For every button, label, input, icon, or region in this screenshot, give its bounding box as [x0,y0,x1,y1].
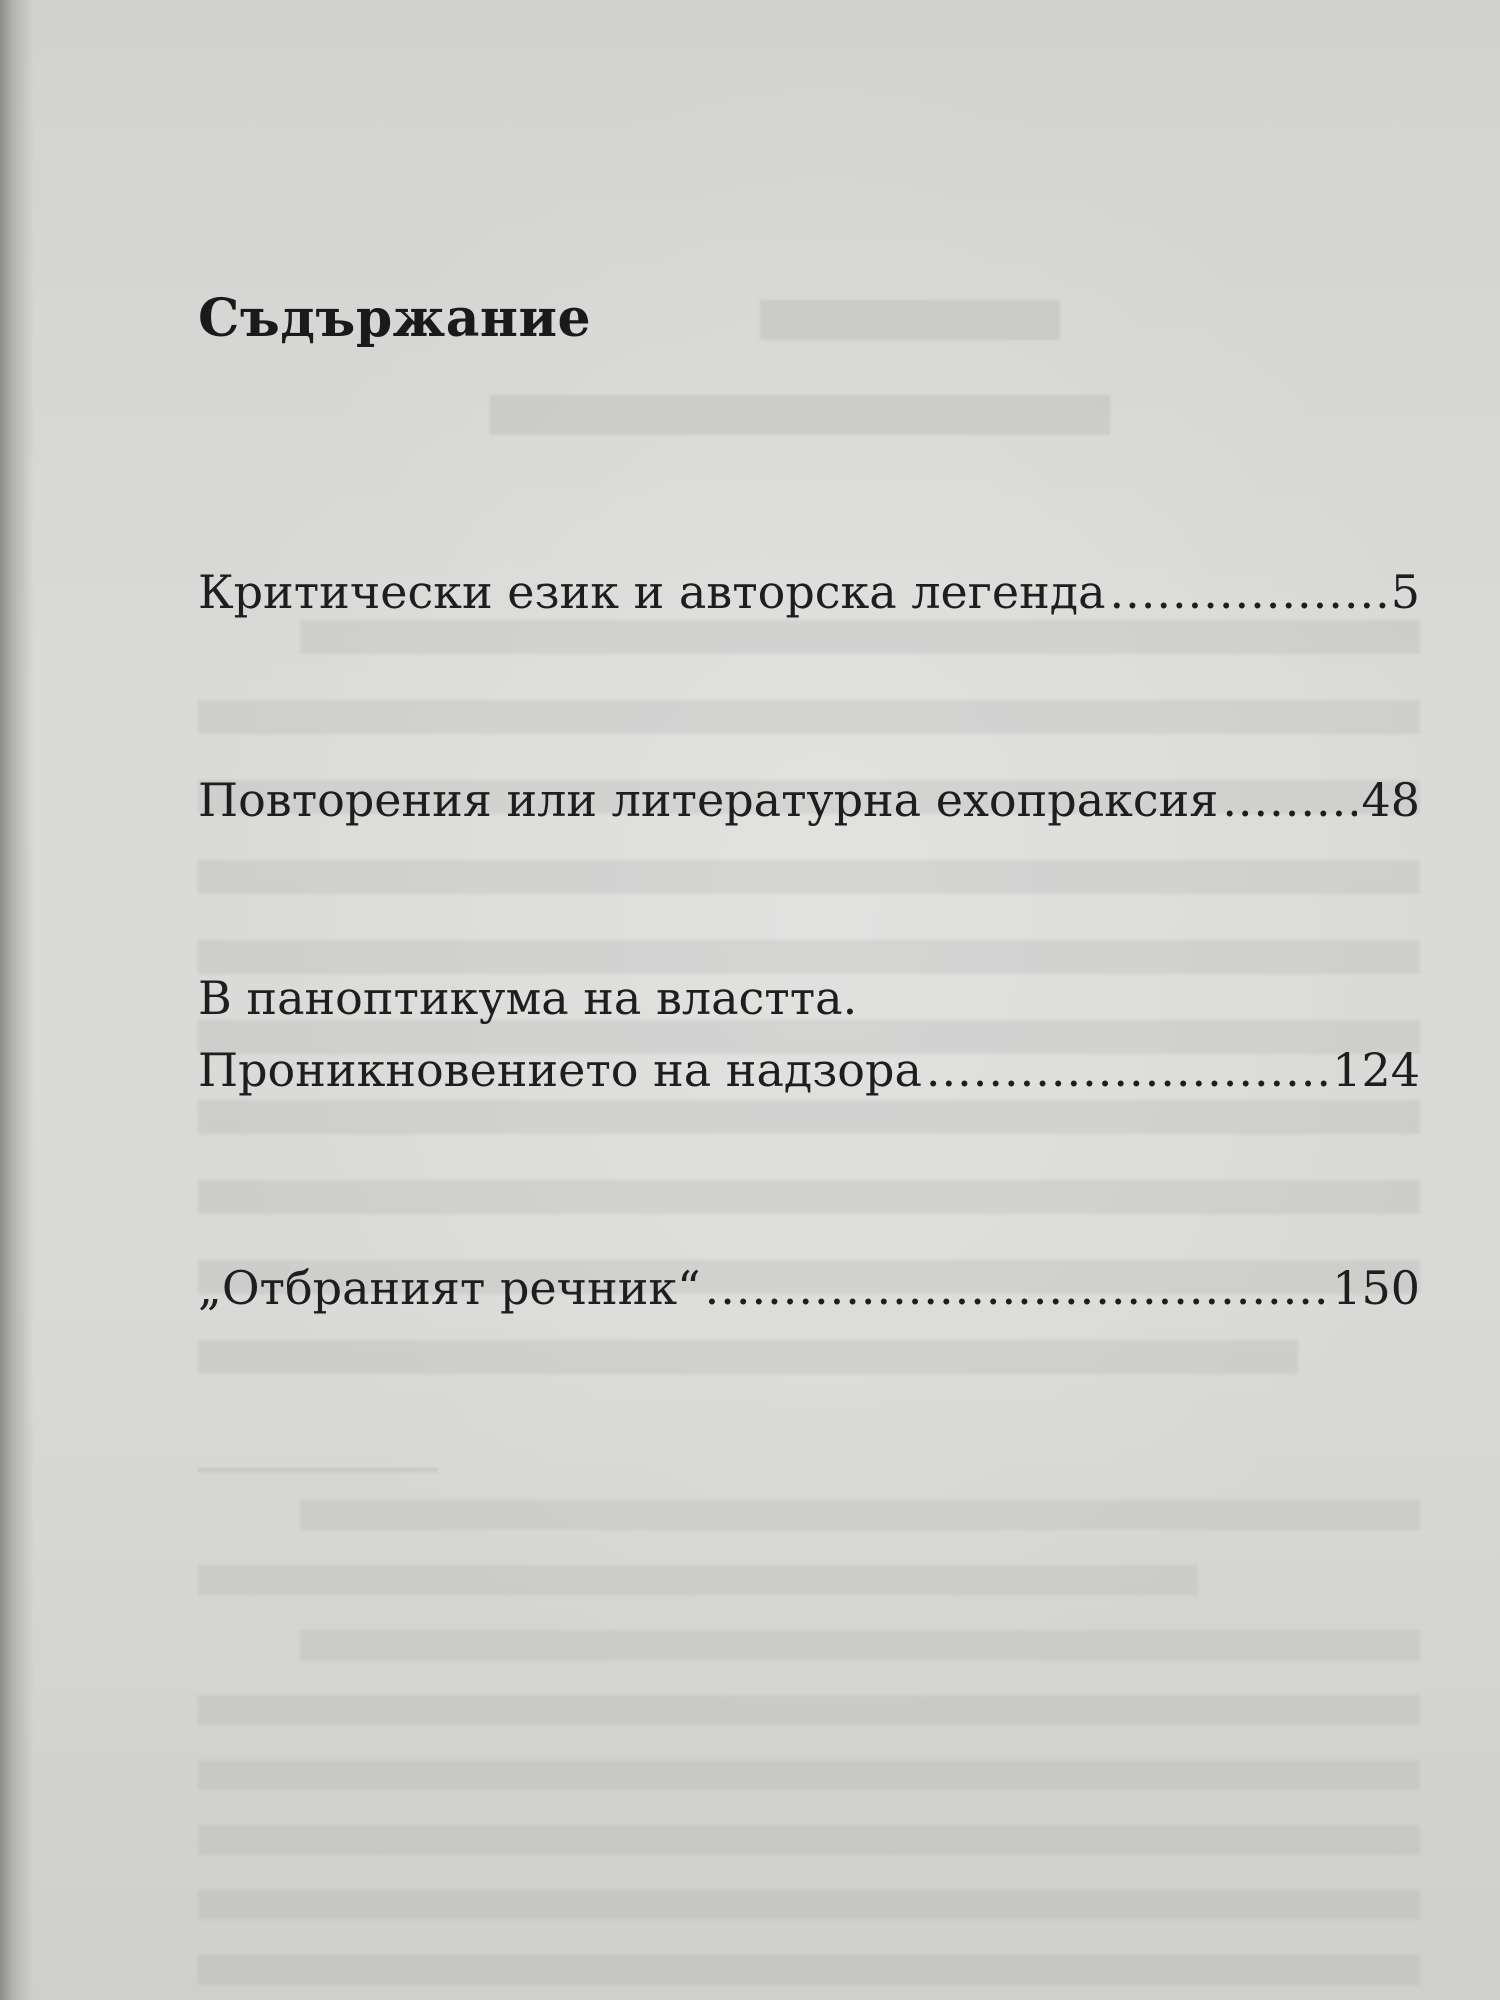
dot-leader [705,1258,1329,1318]
toc-entry-title-line1: В паноптикума на властта. [198,971,858,1025]
toc-entry [198,1258,1420,1318]
toc-entry-title: Повторения или литературна ехопраксия [198,773,1219,827]
toc-entry [198,770,1420,830]
dot-leader [1110,562,1387,622]
toc-heading: Съдържание [198,288,592,349]
toc-entry-title: Критически език и авторска легенда [198,565,1106,619]
toc-entry-page: 124 [1332,1043,1420,1097]
toc-entry-page: 150 [1332,1261,1420,1315]
toc-entry-title: „Отбраният речник“ [198,1261,701,1315]
toc-entry [198,562,1420,622]
toc-entry [198,968,1420,1100]
dot-leader [926,1040,1328,1100]
toc-entry-page: 5 [1390,565,1420,619]
dot-leader [1222,770,1357,830]
toc-entry-title: Проникновението на надзора [198,1043,922,1097]
toc-entry-page: 48 [1361,773,1420,827]
